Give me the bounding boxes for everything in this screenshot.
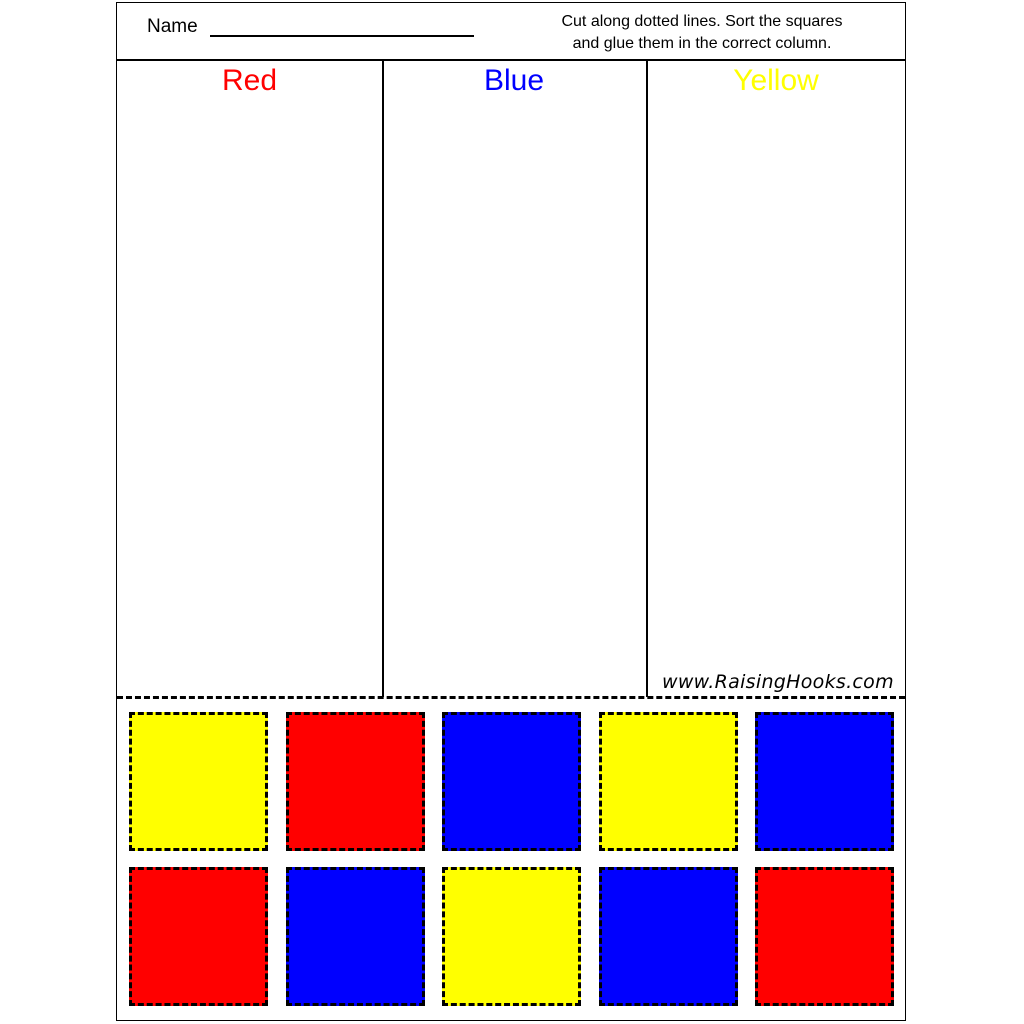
instructions-line-2: and glue them in the correct column. [572,35,832,52]
square-blue[interactable] [599,867,738,1006]
square-blue[interactable] [286,867,425,1006]
square-blue[interactable] [442,712,581,851]
column-title-blue: Blue [483,64,545,97]
instructions-line-1: Cut along dotted lines. Sort the squares [561,13,843,30]
square-yellow[interactable] [599,712,738,851]
column-divider-1 [382,61,384,697]
column-divider-2 [646,61,648,697]
square-red[interactable] [129,867,268,1006]
cut-dashed-line [117,696,905,699]
name-label: Name [147,16,198,37]
watermark-url: www.RaisingHooks.com [662,671,894,693]
square-blue[interactable] [755,712,894,851]
square-red[interactable] [755,867,894,1006]
square-red[interactable] [286,712,425,851]
instructions-text [517,11,887,55]
square-yellow[interactable] [442,867,581,1006]
name-field-line[interactable] [210,35,474,37]
worksheet-page [116,2,906,1021]
column-title-red: Red [221,64,278,97]
worksheet-header [117,3,905,61]
square-yellow[interactable] [129,712,268,851]
column-title-yellow: Yellow [733,64,819,97]
